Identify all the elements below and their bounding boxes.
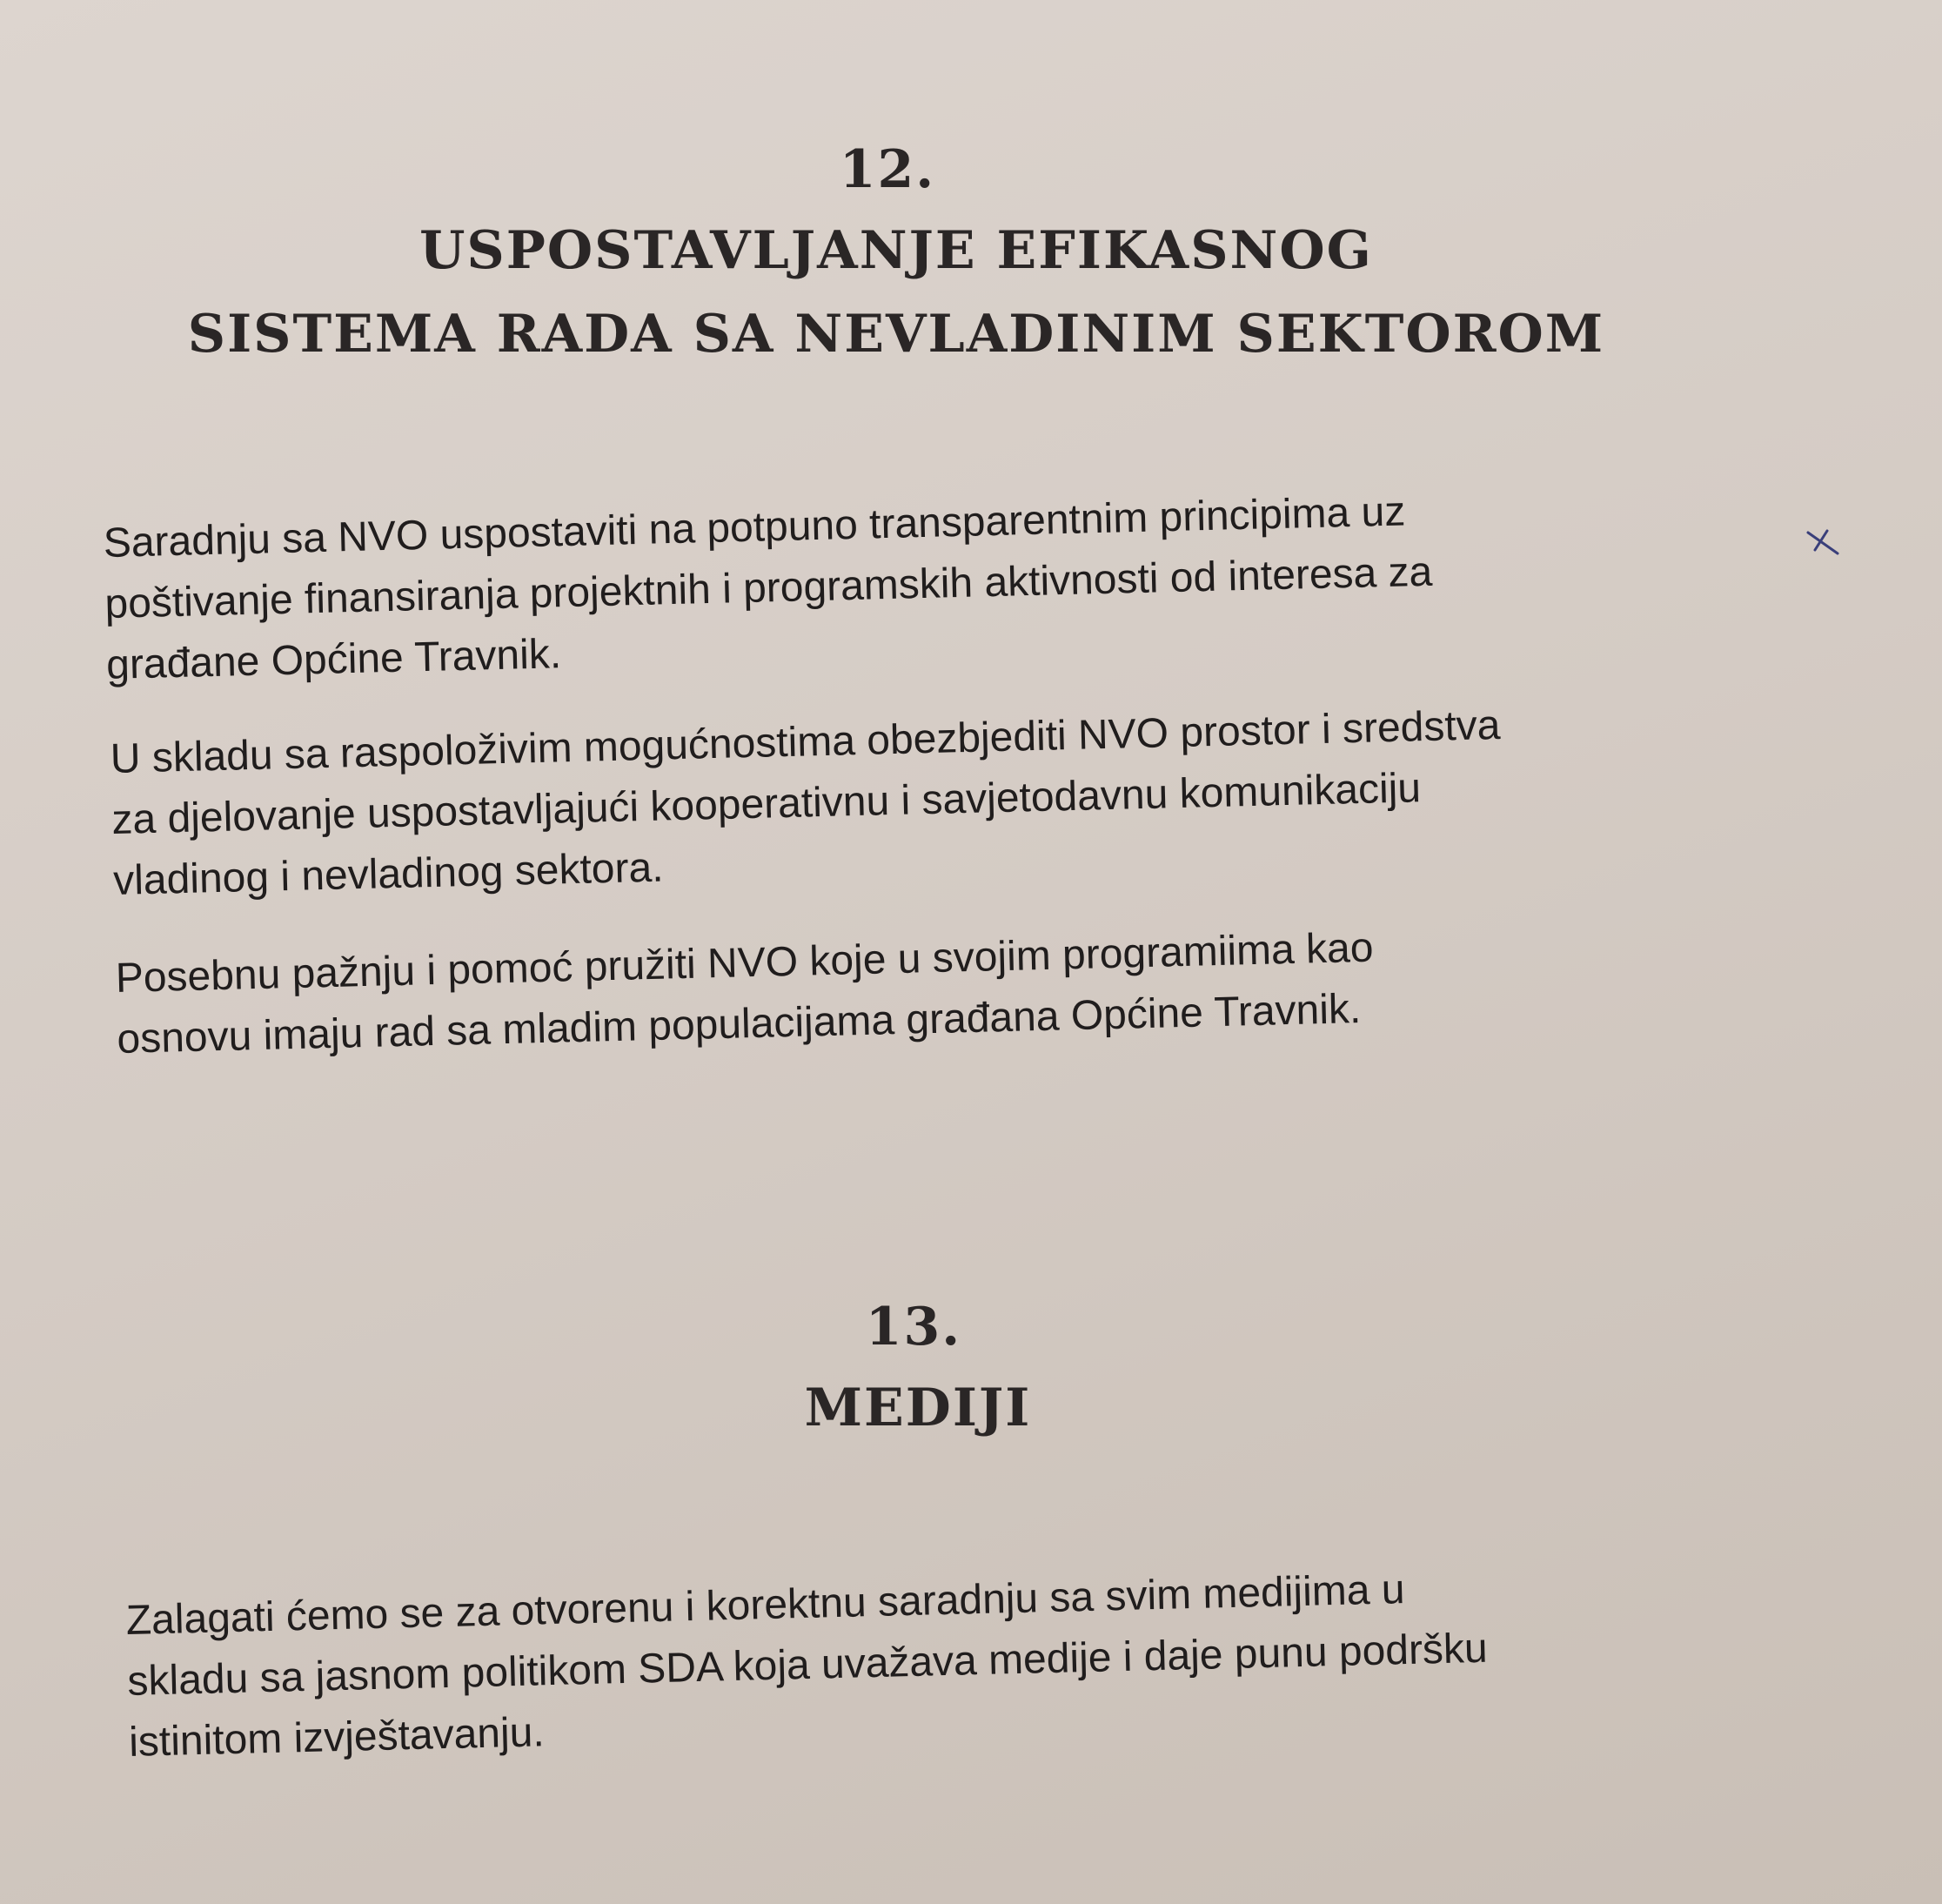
section-12-paragraph-3: Posebnu pažnju i pomoć pružiti NVO koje u svojim programiima kao osnovu imaju rad sa mladim populacijama građana Općine Travnik.	[115, 924, 1375, 1063]
pen-x-mark-icon	[1805, 527, 1841, 557]
section-12-number: 12.	[839, 139, 936, 200]
section-12-title-line-1: USPOSTAVLJANJE EFIKASNOG	[419, 220, 1373, 281]
section-13-number: 13.	[865, 1297, 962, 1358]
section-12-title	[0, 209, 1792, 376]
section-13-title: MEDIJI	[804, 1378, 1032, 1438]
section-13-paragraph-1: Zalagati ćemo se za otvorenu i korektnu saradnju sa svim medijima u skladu sa jasnom politikom SDA koja uvažava medije i daje punu podršku istinitom izvještavanju.	[125, 1566, 1489, 1766]
section-12-title-line-2: SISTEMA RADA SA NEVLADINIM SEKTOROM	[187, 304, 1605, 365]
section-12-paragraph-1: Saradnju sa NVO uspostaviti na potpuno transparentnim principima uz poštivanje finansiranja projektnih i programskih aktivnosti od interesa za građane Općine Travnik.	[103, 488, 1433, 688]
section-12-paragraph-2: U skladu sa raspoloživim mogućnostima obezbjediti NVO prostor i sredstva za djelovanje uspostavljajući kooperativnu i savjetodavnu komunikaciju vladinog i nevladinog sektora.	[110, 701, 1502, 904]
